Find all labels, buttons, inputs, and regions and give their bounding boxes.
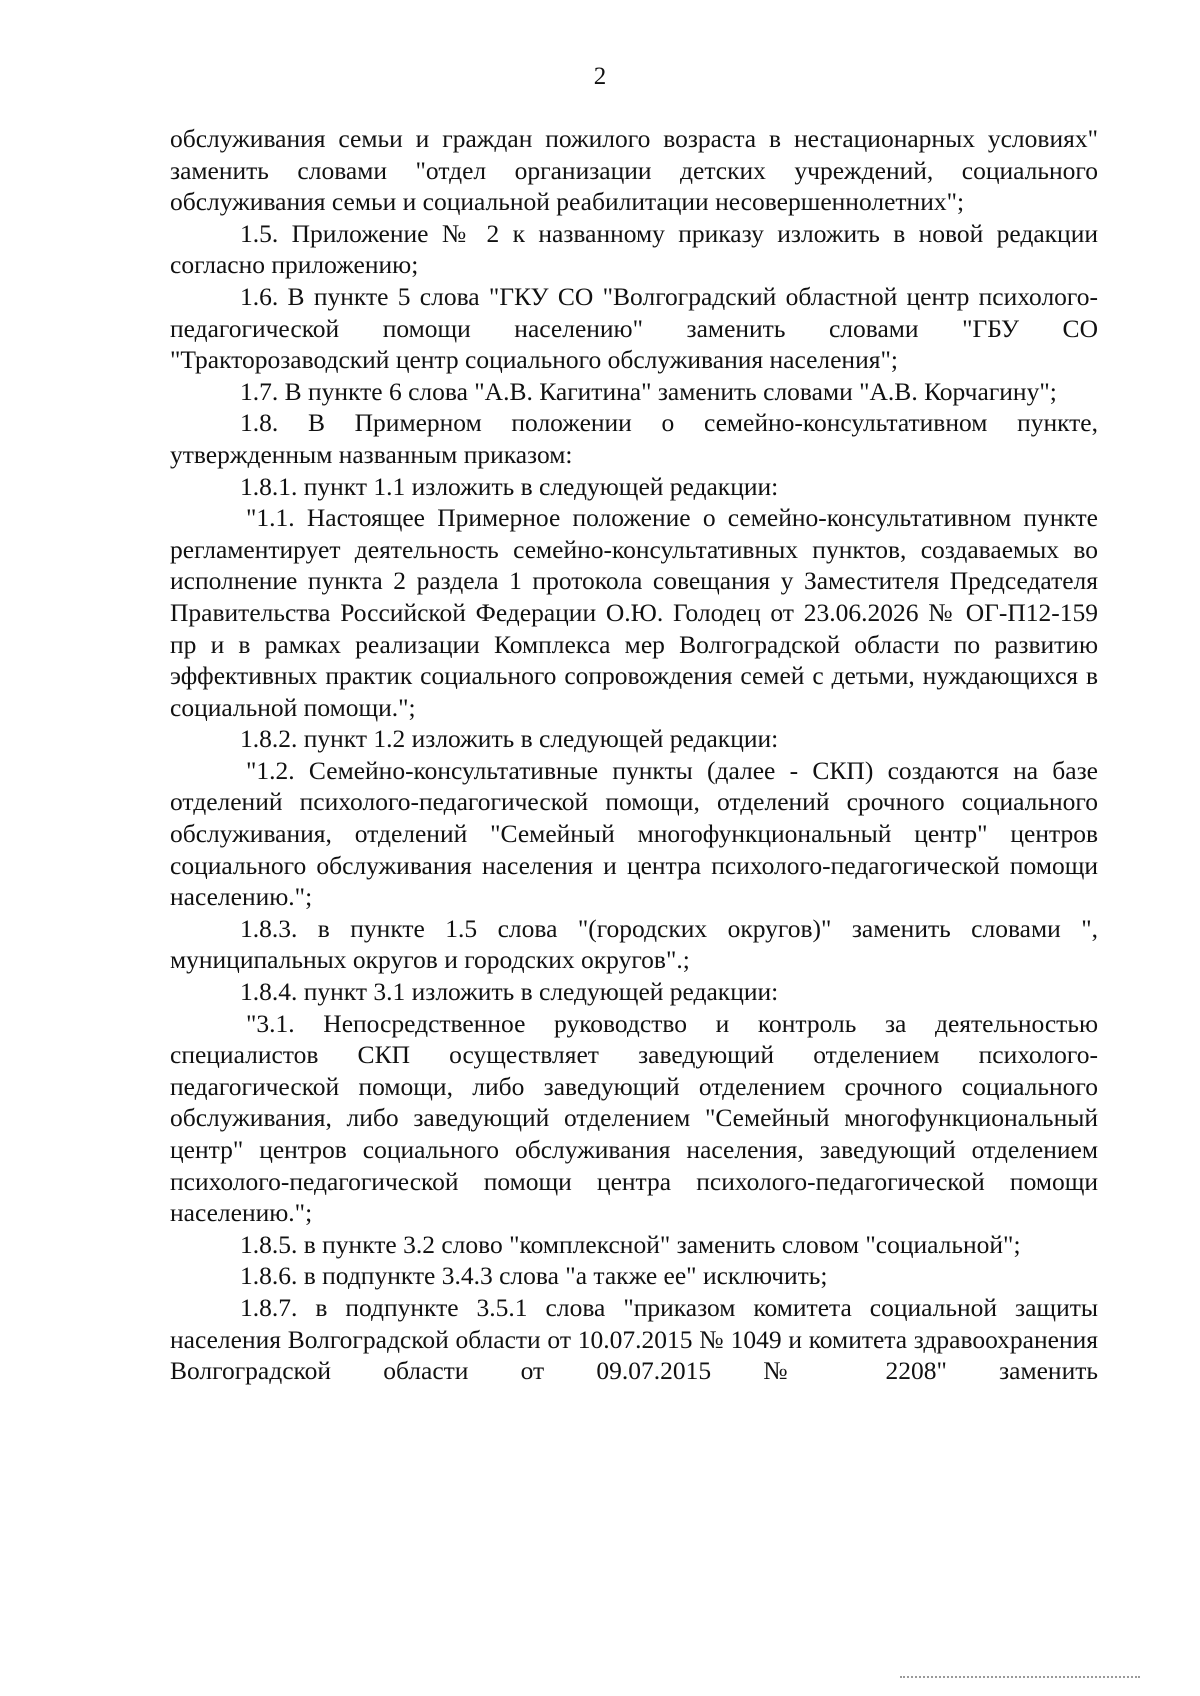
paragraph-item-1-8-3: 1.8.3. в пункте 1.5 слова "(городских округов)" заменить словами ", муниципальных округов и городских округов".; bbox=[170, 913, 1098, 975]
document-body bbox=[170, 123, 1098, 1387]
paragraph-item-1-8-2: 1.8.2. пункт 1.2 изложить в следующей редакции: bbox=[240, 724, 779, 754]
paragraph-quote-1-1: "1.1. Настоящее Примерное положение о семейно-консультативном пункте регламентирует деятельность семейно-консультативных пунктов, создаваемых во исполнение пункта 2 раздела 1 протокола совещания у Заместителя Председателя Правительства Российской Федерации О.Ю. Голодец от 23.06.2026 № ОГ-П12-159 пр и в рамках реализации Комплекса мер Волгоградской области по развитию эффективных практик социального сопровождения семей с детьми, нуждающихся в социальной помощи."; bbox=[170, 503, 1098, 722]
paragraph-continuation: обслуживания семьи и граждан пожилого возраста в нестационарных условиях" заменить словами "отдел организации детских учреждений, социального обслуживания семьи и социальной реабилитации несовершеннолетних"; bbox=[170, 124, 1098, 217]
paragraph-quote-1-2: "1.2. Семейно-консультативные пункты (далее - СКП) создаются на базе отделений психолого-педагогической помощи, отделений срочного социального обслуживания, отделений "Семейный многофункциональный центр" центров социального обслуживания населения и центра психолого-педагогической помощи населению."; bbox=[170, 755, 1098, 912]
paragraph-item-1-8-6: 1.8.6. в подпункте 3.4.3 слова "а также ее" исключить; bbox=[240, 1261, 828, 1291]
paragraph-item-1-8-7: 1.8.7. в подпункте 3.5.1 слова "приказом комитета социальной защиты населения Волгоградской области от 10.07.2015 № 1049 и комитета здравоохранения Волгоградской области от 09.07.2015 № 2208" заменить bbox=[170, 1292, 1098, 1386]
paragraph-quote-3-1: "3.1. Непосредственное руководство и контроль за деятельностью специалистов СКП осуществляет заведующий отделением психолого-педагогической помощи, либо заведующий отделением срочного социального обслуживания, либо заведующий отделением "Семейный многофункциональный центр" центров социального обслуживания населения, заведующий отделением психолого-педагогической помощи центра психолого-педагогической помощи населению."; bbox=[170, 1008, 1098, 1228]
paragraph-item-1-8: 1.8. В Примерном положении о семейно-консультативном пункте, утвержденным названным приказом: bbox=[170, 408, 1098, 469]
paragraph-item-1-7: 1.7. В пункте 6 слова "А.В. Кагитина" заменить словами "А.В. Корчагину"; bbox=[240, 376, 1057, 406]
scan-artifact-line bbox=[900, 1676, 1140, 1681]
paragraph-item-1-8-4: 1.8.4. пункт 3.1 изложить в следующей редакции: bbox=[240, 977, 779, 1007]
paragraph-item-1-8-1: 1.8.1. пункт 1.1 изложить в следующей редакции: bbox=[240, 471, 779, 501]
paragraph-item-1-5: 1.5. Приложение № 2 к названному приказу изложить в новой редакции согласно приложению; bbox=[170, 218, 1098, 280]
paragraph-item-1-8-5: 1.8.5. в пункте 3.2 слово "комплексной" заменить словом "социальной"; bbox=[240, 1229, 1021, 1259]
paragraph-item-1-6: 1.6. В пункте 5 слова "ГКУ СО "Волгоградский областной центр психолого-педагогической помощи населению" заменить словами "ГБУ СО "Тракторозаводский центр социального обслуживания населения"; bbox=[170, 281, 1098, 375]
page-number: 2 bbox=[593, 63, 607, 90]
